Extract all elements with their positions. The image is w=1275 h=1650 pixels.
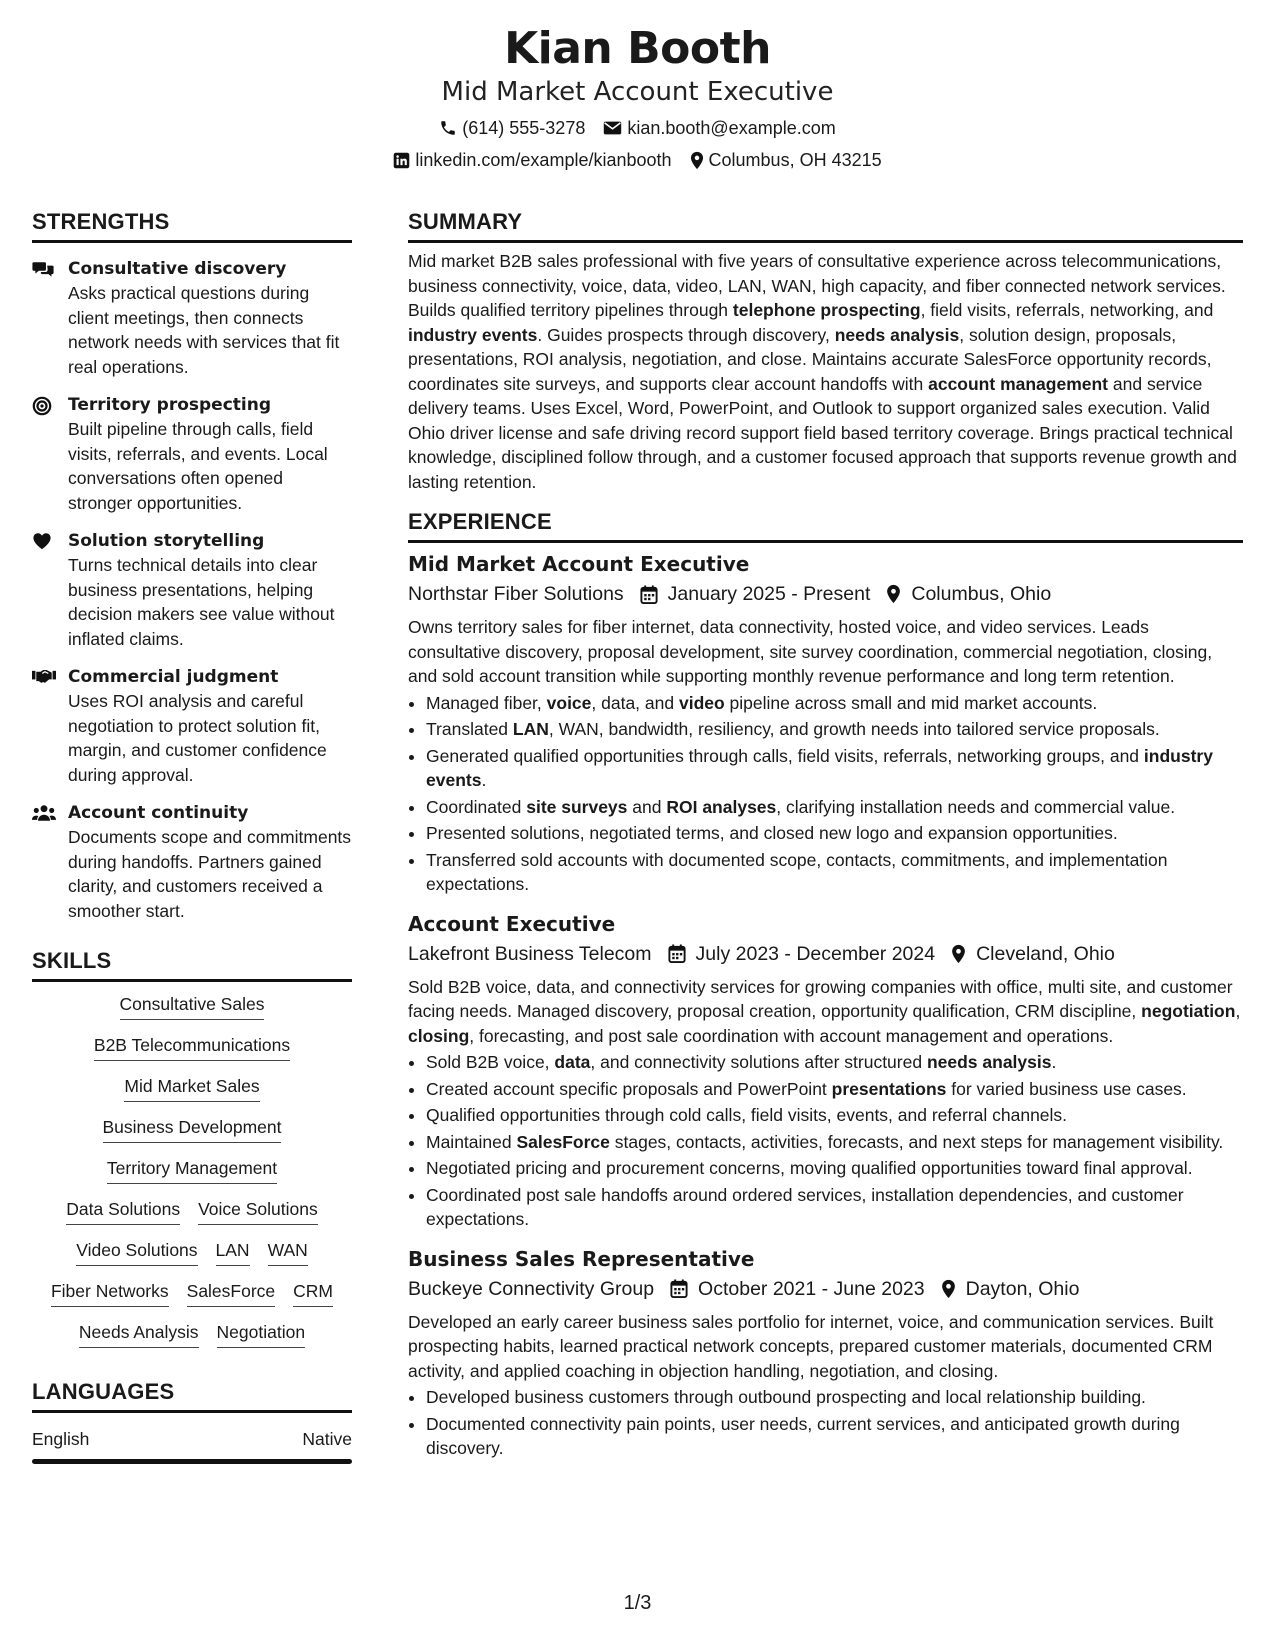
email-contact[interactable] [603,116,835,140]
bold-keyword: ROI analyses [666,796,777,817]
strength-description: Built pipeline through calls, field visits, referrals, and events. Local conversations often opened stronger opportunities. [68,419,328,513]
job-bullets [408,691,1243,897]
bullet-item: • Documented connectivity pain points, user needs, current services, and anticipated growth during discovery. [426,1412,1243,1461]
strengths-section [32,208,352,923]
page-number: 1/3 [623,1592,652,1614]
bullet-item: • Coordinated post sale handoffs around ordered services, installation dependencies, and customer expectations. [426,1183,1243,1232]
calendar-icon [668,944,686,963]
strength-item [32,801,352,923]
job-location: Cleveland, Ohio [976,942,1115,965]
candidate-name: Kian Booth [504,23,771,74]
bullet-item: • Managed fiber, voice, data, and video pipeline across small and mid market accounts. [426,691,1243,716]
skill-tag: WAN [268,1238,308,1266]
bold-keyword: voice [546,692,592,713]
languages-heading: LANGUAGES [32,1378,352,1413]
candidate-role: Mid Market Account Executive [441,77,834,107]
bold-keyword: industry events [408,324,538,345]
location-text: Columbus, OH 43215 [708,150,882,170]
strength-title: Consultative discovery [68,259,287,279]
summary-text: Mid market B2B sales professional with five years of consultative experience across telecommunications, business connectivity, voice, data, video, LAN, WAN, high capacity, and fiber connected network services. Builds qualified territory pipelines through telephone prospecting, field visits, referrals, networking, and industry events. Guides prospects through discovery, needs analysis, solution design, proposals, presentations, ROI analysis, negotiation, and close. Maintains accurate SalesForce opportunity records, coordinates site surveys, and supports clear account handoffs with account management and service delivery teams. Uses Excel, Word, PowerPoint, and Outlook to support organized sales execution. Valid Ohio driver license and safe driving record support field based territory coverage. Brings practical technical knowledge, disciplined follow through, and a customer focused approach that supports revenue growth and lasting retention. [408,251,1237,492]
strength-description: Uses ROI analysis and careful negotiation to protect solution fit, margin, and customer confidence during approval. [68,691,327,785]
job-description: Developed an early career business sales portfolio for internet, voice, and communication services. Built prospecting habits, learned practical network concepts, prepared customer materials, documented CRM activity, and applied coaching in objection handling, negotiation, and closing. [408,1311,1214,1381]
strength-description: Turns technical details into clear business presentations, helping decision makers see value without inflated claims. [68,555,335,649]
strength-item [32,665,352,787]
skill-tag: CRM [293,1279,333,1307]
skill-row [32,1279,352,1307]
job-description: Owns territory sales for fiber internet, data connectivity, hosted voice, and video services. Leads consultative discovery, proposal development, site survey coordination, commercial negotiation, closing, and sold account transition while supporting monthly revenue performance and long term retention. [408,617,1213,686]
skill-tag: Consultative Sales [120,992,265,1020]
map-pin-icon [886,584,901,604]
job-title: Mid Market Account Executive [408,552,750,576]
bullet-item: • Presented solutions, negotiated terms, and closed new logo and expansion opportunities. [426,821,1243,846]
bold-keyword: LAN [512,719,549,739]
envelope-icon [603,120,622,136]
linkedin-contact[interactable] [393,148,671,172]
location-contact [690,148,882,172]
bullet-item: • Coordinated site surveys and ROI analyses, clarifying installation needs and commercial value. [426,795,1243,820]
skills-heading: SKILLS [32,947,352,982]
strength-item [32,529,352,651]
bold-keyword: account management [928,373,1109,394]
target-icon [32,393,58,515]
heart-icon [32,529,58,651]
contact-row-1 [0,116,1275,140]
skill-tag: SalesForce [187,1279,276,1307]
map-pin-icon [690,151,704,170]
job-entry [408,911,1243,1232]
right-column [408,208,1243,1461]
company-name: Lakefront Business Telecom [408,942,652,965]
skill-row [32,1320,352,1348]
handshake-icon [32,665,58,787]
language-row [32,1427,352,1451]
job-location: Dayton, Ohio [965,1277,1080,1300]
bullet-item: • Developed business customers through outbound prospecting and local relationship building. [426,1385,1243,1410]
language-proficiency-bar [32,1459,352,1464]
strength-title: Commercial judgment [68,667,279,687]
summary-section [408,208,1243,494]
summary-heading: SUMMARY [408,208,1243,243]
skill-tag: Video Solutions [76,1238,197,1266]
linkedin-text: linkedin.com/example/kianbooth [415,150,672,170]
strength-title: Account continuity [68,803,249,823]
bold-keyword: data [554,1052,591,1072]
strength-description: Asks practical questions during client meetings, then connects network needs with services that fit real operations. [68,283,340,377]
job-dates: July 2023 - December 2024 [695,942,936,965]
calendar-icon [640,585,658,604]
language-level: Native [302,1429,352,1449]
language-name: English [32,1429,90,1449]
bold-keyword: telephone prospecting [732,300,921,320]
job-dates: October 2021 - June 2023 [698,1277,925,1300]
skill-tag: Mid Market Sales [124,1074,259,1102]
bullet-item: • Transferred sold accounts with documented scope, contacts, commitments, and implementation expectations. [426,848,1243,897]
bullet-item: • Translated LAN, WAN, bandwidth, resiliency, and growth needs into tailored service proposals. [426,717,1243,742]
job-description: Sold B2B voice, data, and connectivity services for growing companies with office, multi site, and customer facing needs. Managed discovery, proposal creation, opportunity qualification, CRM discipline, negotiation, closing, forecasting, and post sale coordination with account management and operations. [408,976,1241,1046]
strength-description: Documents scope and commitments during handoffs. Partners gained clarity, and customers received a smoother start. [68,827,352,921]
skill-tag: Negotiation [217,1320,306,1348]
bullet-item: • Qualified opportunities through cold calls, field visits, events, and referral channels. [426,1103,1243,1128]
job-meta [408,941,1243,967]
phone-icon [439,119,457,137]
skill-tag: Fiber Networks [51,1279,169,1307]
strength-item [32,257,352,379]
bullet-item: • Sold B2B voice, data, and connectivity solutions after structured needs analysis. [426,1050,1243,1075]
skill-row [32,1197,352,1225]
skill-tag: LAN [216,1238,250,1266]
left-column [32,208,352,1464]
skill-row [32,1238,352,1266]
job-entry [408,551,1243,897]
contact-row-2 [0,148,1275,172]
chat-bubbles-icon [32,257,58,379]
skill-row [32,1074,352,1102]
jobs-list [408,551,1243,1461]
company-name: Buckeye Connectivity Group [408,1277,655,1300]
bold-keyword: presentations [831,1078,947,1099]
experience-section [408,508,1243,1461]
job-title: Account Executive [408,911,616,936]
skill-row [32,1115,352,1143]
skill-tag: Business Development [103,1115,282,1143]
skill-row [32,1156,352,1184]
resume-header [0,22,1275,172]
skills-list [32,992,352,1348]
bold-keyword: closing [408,1025,470,1046]
bold-keyword: site surveys [526,796,628,817]
map-pin-icon [951,944,966,964]
job-title: Business Sales Representative [408,1246,755,1271]
skill-row [32,992,352,1020]
bold-keyword: video [678,692,725,713]
job-location: Columbus, Ohio [911,583,1052,605]
skill-tag: Needs Analysis [79,1320,199,1348]
bold-keyword: SalesForce [516,1131,610,1152]
job-bullets [408,1385,1243,1461]
bold-keyword: needs analysis [926,1052,1052,1072]
bullet-item: • Maintained SalesForce stages, contacts, activities, forecasts, and next steps for management visibility. [426,1130,1243,1155]
bold-keyword: needs analysis [834,324,960,345]
bold-keyword: negotiation [1141,1001,1236,1021]
skill-row [32,1033,352,1061]
company-name: Northstar Fiber Solutions [408,583,624,605]
bold-keyword: industry events [426,745,1213,790]
skill-tag: Territory Management [107,1156,277,1184]
skill-tag: Data Solutions [66,1197,180,1225]
experience-heading: EXPERIENCE [408,508,1243,543]
bullet-item: • Generated qualified opportunities through calls, field visits, referrals, networking groups, and industry events. [426,744,1243,793]
email-text: kian.booth@example.com [627,118,836,138]
linkedin-icon [393,152,410,169]
strength-title: Territory prospecting [68,395,272,415]
job-entry [408,1246,1243,1461]
phone-contact[interactable] [439,116,585,140]
bullet-item: • Created account specific proposals and PowerPoint presentations for varied business use cases. [426,1077,1243,1102]
languages-section [32,1378,352,1464]
job-meta [408,581,1243,607]
map-pin-icon [941,1279,956,1299]
job-meta [408,1276,1243,1302]
skills-section [32,947,352,1348]
bullet-item: • Negotiated pricing and procurement concerns, moving qualified opportunities toward final approval. [426,1156,1243,1181]
skill-tag: B2B Telecommunications [94,1033,290,1061]
skill-tag: Voice Solutions [198,1197,318,1225]
phone-text: (614) 555-3278 [462,118,586,138]
job-bullets [408,1050,1243,1232]
strength-title: Solution storytelling [68,531,265,551]
strengths-heading: STRENGTHS [32,208,352,243]
strength-item [32,393,352,515]
job-dates: January 2025 - Present [667,583,871,605]
calendar-icon [670,1279,688,1298]
users-icon [32,801,58,923]
